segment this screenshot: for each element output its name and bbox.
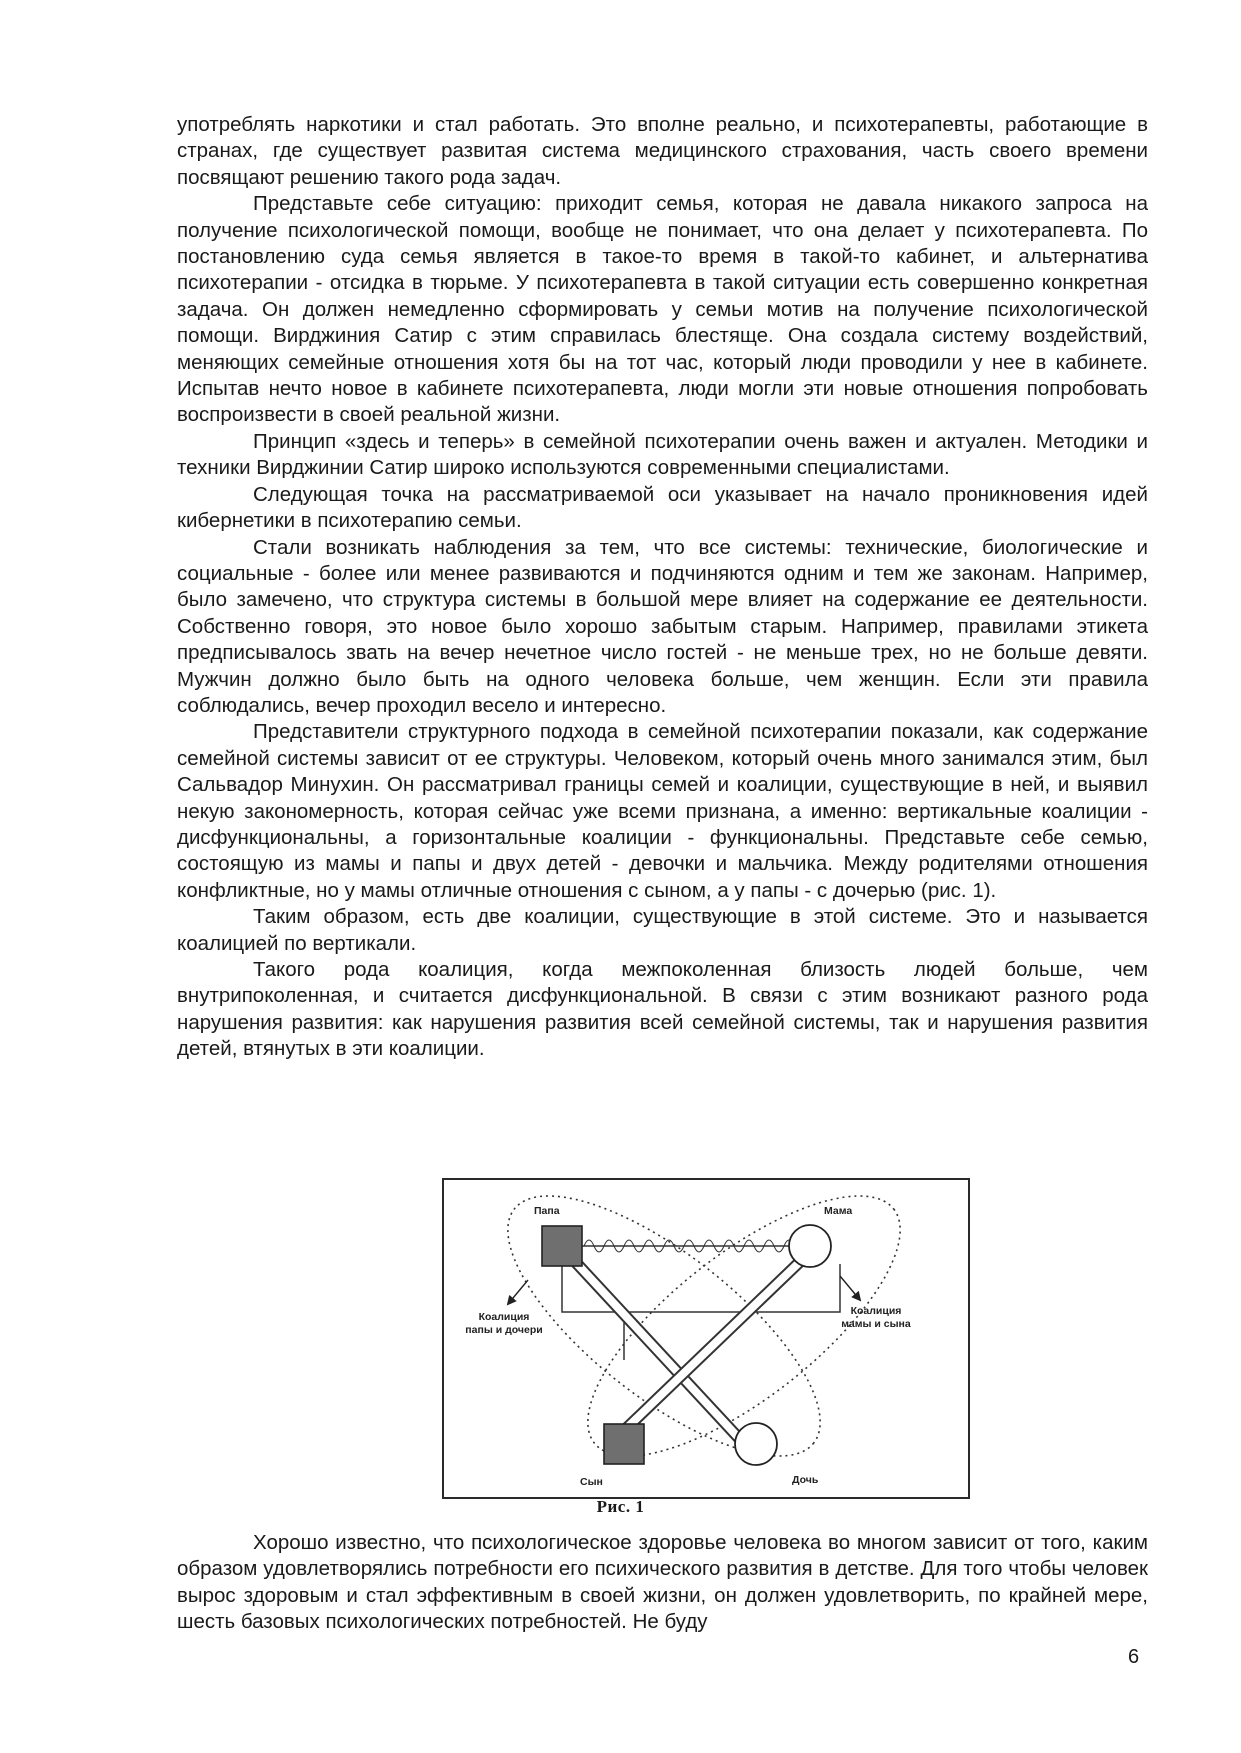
family-coalition-diagram bbox=[442, 1178, 970, 1499]
paragraph: употреблять наркотики и стал работать. Это вполне реально, и психотерапевты, работающие в странах, где существует развитая система медицинского страхования, часть своего времени посвящают решению такого рода задач. bbox=[177, 113, 1148, 189]
coalition-right-arrow bbox=[840, 1276, 860, 1300]
label-coalition-left-1: Коалиция bbox=[478, 1311, 530, 1323]
figure-caption: Рис. 1 bbox=[596, 1497, 645, 1516]
body-text-top bbox=[177, 112, 1148, 1063]
mama-circle bbox=[789, 1225, 831, 1267]
body-text-bottom bbox=[177, 1530, 1148, 1636]
paragraph: Представители структурного подхода в семейной психотерапии показали, как содержание семейной системы зависит от ее структуры. Человеком, который очень много занимался этим, был Сальвадор Минухин. Он рассматривал границы семей и коалиции, существующие в ней, и выявил некую закономерность, которая сейчас уже всеми признана, а именно: вертикальные коалиции - дисфункциональны, а горизонтальные коалиции - функциональны. Представьте себе семью, состоящую из мамы и папы и двух детей - девочки и мальчика. Между родителями отношения конфликтные, но у мамы отличные отношения с сыном, а у папы - с дочерью (рис. 1). bbox=[177, 720, 1148, 902]
paragraph: Представьте себе ситуацию: приходит семья, которая не давала никакого запроса на получение психологической помощи, вообще не понимает, что она делает у психотерапевта. По постановлению суда семья является в такое-то время в такой-то кабинет, и альтернатива психотерапии - отсидка в тюрьме. У психотерапевта в такой ситуации есть совершенно конкретная задача. Он должен немедленно сформировать у семьи мотив на получение психологической помощи. Вирджиния Сатир с этим справилась блестяще. Она создала систему воздействий, меняющих семейные отношения хотя бы на тот час, который люди проводили у нее в кабинете. Испытав нечто новое в кабинете психотерапевта, люди могли эти новые отношения попробовать воспроизвести в своей реальной жизни. bbox=[177, 192, 1148, 427]
label-papa: Папа bbox=[534, 1205, 560, 1217]
papa-daughter-band-inner bbox=[568, 1254, 748, 1448]
paragraph: Принцип «здесь и теперь» в семейной психотерапии очень важен и актуален. Методики и техники Вирджинии Сатир широко используются современными специалистами. bbox=[177, 429, 1148, 480]
label-son: Сын bbox=[580, 1476, 603, 1488]
paragraph: Хорошо известно, что психологическое здоровье человека во многом зависит от того, каким образом удовлетворялись потребности его психического развития в детстве. Для того чтобы человек вырос здоровым и стал эффективным в своей жизни, он должен удовлетворить, по крайней мере, шесть базовых психологических потребностей. Не буду bbox=[177, 1531, 1148, 1634]
label-coalition-right-1: Коалиция bbox=[850, 1305, 902, 1317]
page-number: 6 bbox=[1128, 1646, 1140, 1668]
label-mama: Мама bbox=[824, 1205, 853, 1217]
son-square bbox=[604, 1424, 644, 1464]
coalition-left-arrow bbox=[508, 1280, 528, 1304]
diagram-svg bbox=[444, 1180, 968, 1497]
paragraph: Такого рода коалиция, когда межпоколенная близость людей больше, чем внутрипоколенная, и считается дисфункциональной. В связи с этим возникают разного рода нарушения развития: как нарушения развития всей семейной системы, так и нарушения развития детей, втянутых в эти коалиции. bbox=[177, 958, 1148, 1061]
label-coalition-left-2: папы и дочери bbox=[465, 1324, 543, 1336]
label-coalition-right-2: мамы и сына bbox=[841, 1318, 911, 1330]
paragraph: Таким образом, есть две коалиции, существующие в этой системе. Это и называется коалицией по вертикали. bbox=[177, 905, 1148, 955]
paragraph: Стали возникать наблюдения за тем, что все системы: технические, биологические и социальные - более или менее развиваются и подчиняются одним и тем же законам. Например, было замечено, что структура системы в большой мере влияет на содержание ее деятельности. Собственно говоря, это новое было хорошо забытым старым. Например, правилами этикета предписывалось звать на вечер нечетное число гостей - не меньше трех, но не больше девяти. Мужчин должно было быть на одного человека больше, чем женщин. Если эти правила соблюдались, вечер проходил весело и интересно. bbox=[177, 535, 1148, 717]
daughter-circle bbox=[735, 1423, 777, 1465]
mama-son-band-inner bbox=[610, 1254, 808, 1444]
label-daughter: Дочь bbox=[792, 1474, 819, 1486]
paragraph: Следующая точка на рассматриваемой оси указывает на начало проникновения идей кибернетики в психотерапию семьи. bbox=[177, 482, 1148, 533]
papa-square bbox=[542, 1226, 582, 1266]
